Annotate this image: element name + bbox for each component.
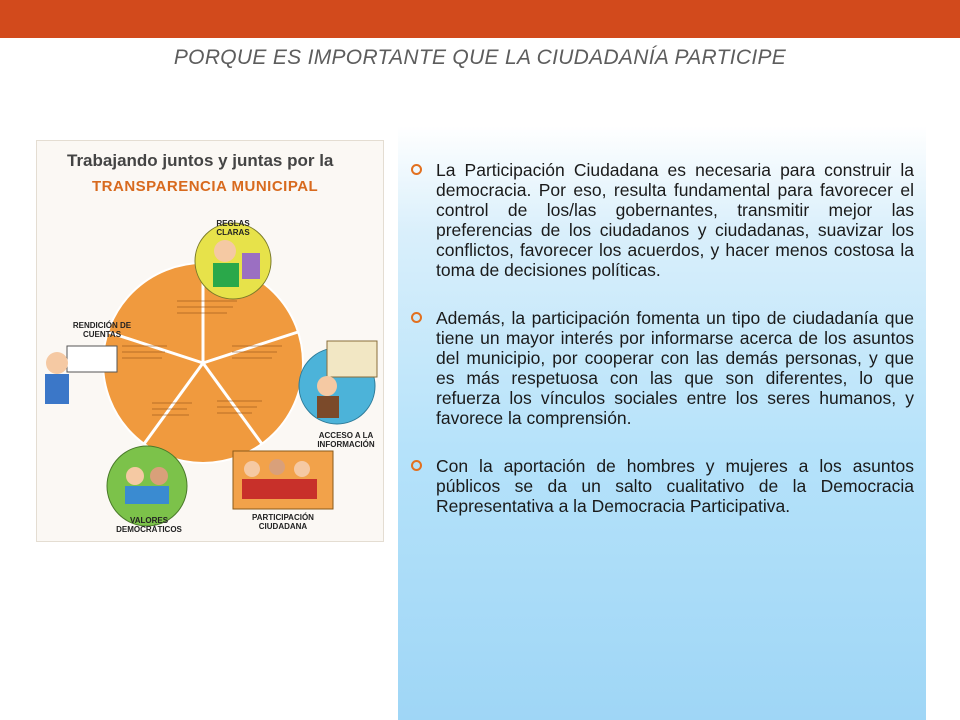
rendicion-board (67, 346, 117, 372)
label-participacion-ciudadana: PARTICIPACIÓN CIUDADANA (252, 513, 314, 531)
slide-title: PORQUE ES IMPORTANTE QUE LA CIUDADANÍA PARTICIPE (173, 46, 787, 69)
bullet-item (408, 308, 914, 428)
bullet-item (408, 456, 914, 516)
bullet-text: Además, la participación fomenta un tipo de ciudadanía que tiene un mayor interés por informarse acerca de los asuntos del municipio, por cooperar con las demás personas, y que es más respetuosa con las que son diferentes, lo que refuerza los vínculos sociales entre los seres humanos, y favorece la comprensión. (436, 308, 914, 428)
ring-bullet-icon (411, 164, 422, 175)
transparency-illustration (36, 140, 384, 542)
reglas-person-body (213, 263, 239, 287)
pie-diagram-graphic (37, 141, 383, 541)
figure-title-line1: Trabajando juntos y juntas por la (67, 151, 334, 170)
top-accent-bar (0, 0, 960, 38)
rendicion-person-head (46, 352, 68, 374)
reglas-book (242, 253, 260, 279)
content-panel (398, 126, 926, 720)
acceso-person-body (317, 396, 339, 418)
reglas-person-head (214, 240, 236, 262)
label-valores-democraticos: VALORES DEMOCRÁTICOS (116, 516, 182, 534)
label-reglas-claras: REGLAS CLARAS (216, 219, 250, 237)
bullet-item (408, 160, 914, 280)
acceso-board (327, 341, 377, 377)
label-rendicion-cuentas: RENDICIÓN DE CUENTAS (72, 321, 132, 339)
figure-title-line2: TRANSPARENCIA MUNICIPAL (92, 178, 319, 195)
acceso-person-head (317, 376, 337, 396)
rendicion-person-body (45, 374, 69, 404)
bullet-text: La Participación Ciudadana es necesaria para construir la democracia. Por eso, resulta fundamental para favorecer el control de los/las gobernantes, transmitir mejor las preferencias de los ciudadanos y ciudadanas, suavizar los conflictos, favorecer los acuerdos, y hacer menos costosa la toma de decisiones políticas. (436, 160, 914, 280)
ring-bullet-icon (411, 460, 422, 471)
bullet-list (408, 160, 914, 544)
ring-bullet-icon (411, 312, 422, 323)
bullet-text: Con la aportación de hombres y mujeres a los asuntos públicos se da un salto cualitativo de la Democracia Representativa a la Democracia Participativa. (436, 456, 914, 516)
label-acceso-informacion: ACCESO A LA INFORMACIÓN (317, 431, 375, 449)
